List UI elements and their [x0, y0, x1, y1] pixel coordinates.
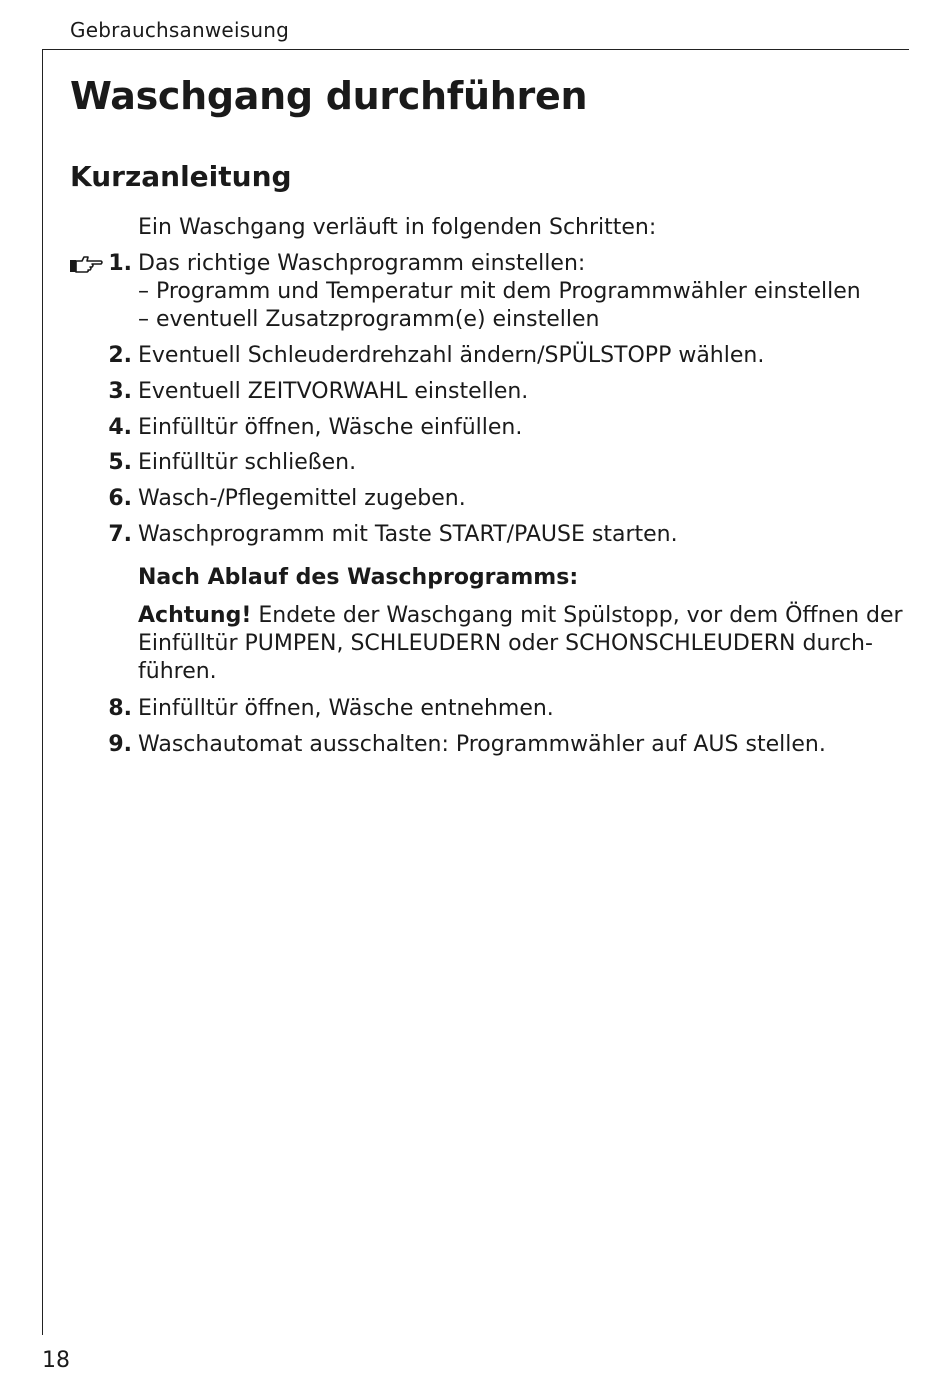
step-number: 6. — [108, 486, 132, 511]
intro-text: Ein Waschgang verläuft in folgenden Schritten: — [138, 215, 657, 240]
step-text: Waschprogramm mit Taste START/PAUSE starten. — [138, 522, 678, 547]
warning-text: führen. — [138, 659, 217, 684]
warning-text: Endete der Waschgang mit Spülstopp, vor dem Öffnen der — [251, 603, 903, 628]
step-number: 3. — [108, 379, 132, 404]
substep-text: – Programm und Temperatur mit dem Programmwähler einstellen — [138, 279, 861, 304]
warning-label: Achtung! — [138, 603, 252, 628]
step-number: 9. — [108, 732, 132, 757]
step-number: 7. — [108, 522, 132, 547]
step-text: Eventuell Schleuderdrehzahl ändern/SPÜLSTOPP wählen. — [138, 343, 765, 368]
page-number: 18 — [42, 1348, 70, 1373]
margin-rule — [42, 49, 43, 1335]
step-number: 2. — [108, 343, 132, 368]
step-number: 1. — [108, 251, 132, 276]
step-text: Waschautomat ausschalten: Programmwähler auf AUS stellen. — [138, 732, 826, 757]
step-text: Einfülltür öffnen, Wäsche entnehmen. — [138, 696, 554, 721]
running-header: Gebrauchsanweisung — [70, 18, 289, 42]
after-heading: Nach Ablauf des Waschprogramms: — [138, 565, 579, 590]
step-text: Einfülltür öffnen, Wäsche einfüllen. — [138, 415, 523, 440]
step-number: 4. — [108, 415, 132, 440]
step-text: Eventuell ZEITVORWAHL einstellen. — [138, 379, 529, 404]
page-title: Waschgang durchführen — [70, 74, 588, 118]
step-text: Einfülltür schließen. — [138, 450, 357, 475]
step-number: 8. — [108, 696, 132, 721]
step-number: 5. — [108, 450, 132, 475]
warning-text: Einfülltür PUMPEN, SCHLEUDERN oder SCHONSCHLEUDERN durch- — [138, 631, 873, 656]
warning-line — [138, 602, 903, 630]
header-rule — [42, 49, 909, 50]
step-text: Das richtige Waschprogramm einstellen: — [138, 251, 586, 276]
section-title: Kurzanleitung — [70, 160, 292, 193]
substep-text: – eventuell Zusatzprogramm(e) einstellen — [138, 307, 600, 332]
step-text: Wasch-/Pflegemittel zugeben. — [138, 486, 466, 511]
